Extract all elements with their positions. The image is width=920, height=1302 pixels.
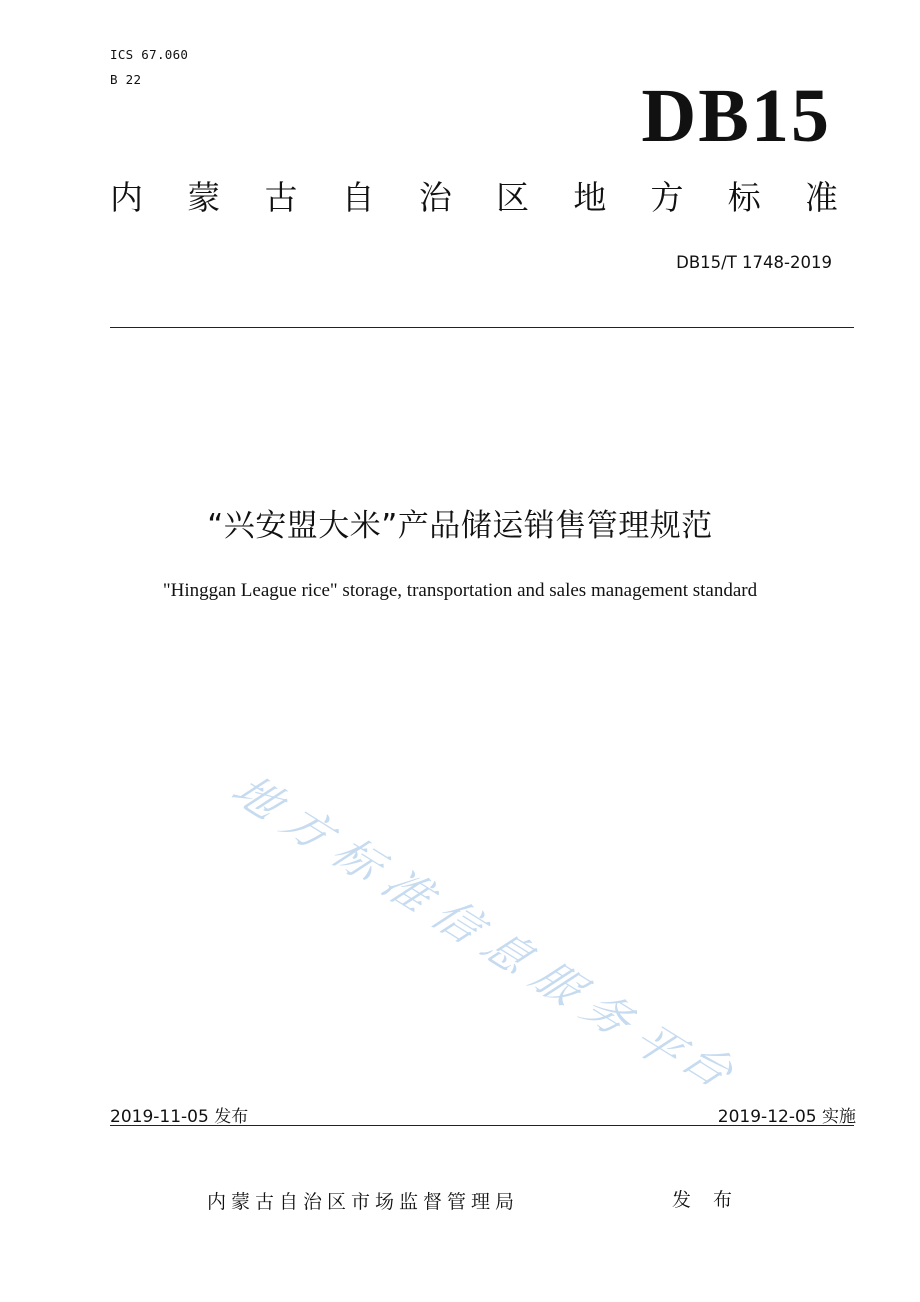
watermark-char: 地 (220, 766, 294, 828)
ccs-code: B 22 (110, 72, 142, 87)
standard-type-char: 区 (496, 178, 530, 217)
issuing-authority: 内蒙古自治区市场监督管理局 (207, 1191, 520, 1213)
title-english: "Hinggan League rice" storage, transportation and sales management standard (162, 580, 758, 601)
ics-code: ICS 67.060 (110, 47, 189, 62)
standard-type-char: 蒙 (187, 178, 221, 217)
standard-type-char: 地 (573, 178, 607, 217)
standard-type-char: 治 (418, 178, 452, 217)
standard-type-char: 标 (727, 178, 761, 217)
standard-type-char: 内 (110, 178, 143, 217)
watermark-char: 服 (520, 952, 594, 1014)
db-code-logo: DB15 (641, 74, 831, 158)
watermark-char: 平 (620, 1014, 694, 1076)
watermark-char: 息 (470, 921, 544, 983)
implementation-date: 2019-12-05 实施 (717, 1107, 856, 1127)
watermark-char: 准 (370, 859, 444, 921)
issue-label: 发 布 (672, 1189, 741, 1211)
standard-type-char: 方 (650, 178, 684, 217)
watermark-char: 方 (270, 797, 344, 859)
watermark-char: 台 (670, 1034, 744, 1096)
watermark-char: 标 (320, 828, 394, 890)
issue-date: 2019-11-05 发布 (110, 1107, 249, 1127)
watermark-char: 务 (570, 983, 644, 1045)
standard-type-char: 古 (264, 178, 298, 217)
footer-divider (110, 1125, 854, 1126)
standard-type-char: 自 (341, 178, 375, 217)
standard-number: DB15/T 1748-2019 (676, 253, 832, 272)
watermark-char: 信 (420, 890, 494, 952)
title-chinese: “兴安盟大米”产品储运销售管理规范 (207, 508, 713, 544)
standard-type-char: 准 (804, 178, 838, 217)
